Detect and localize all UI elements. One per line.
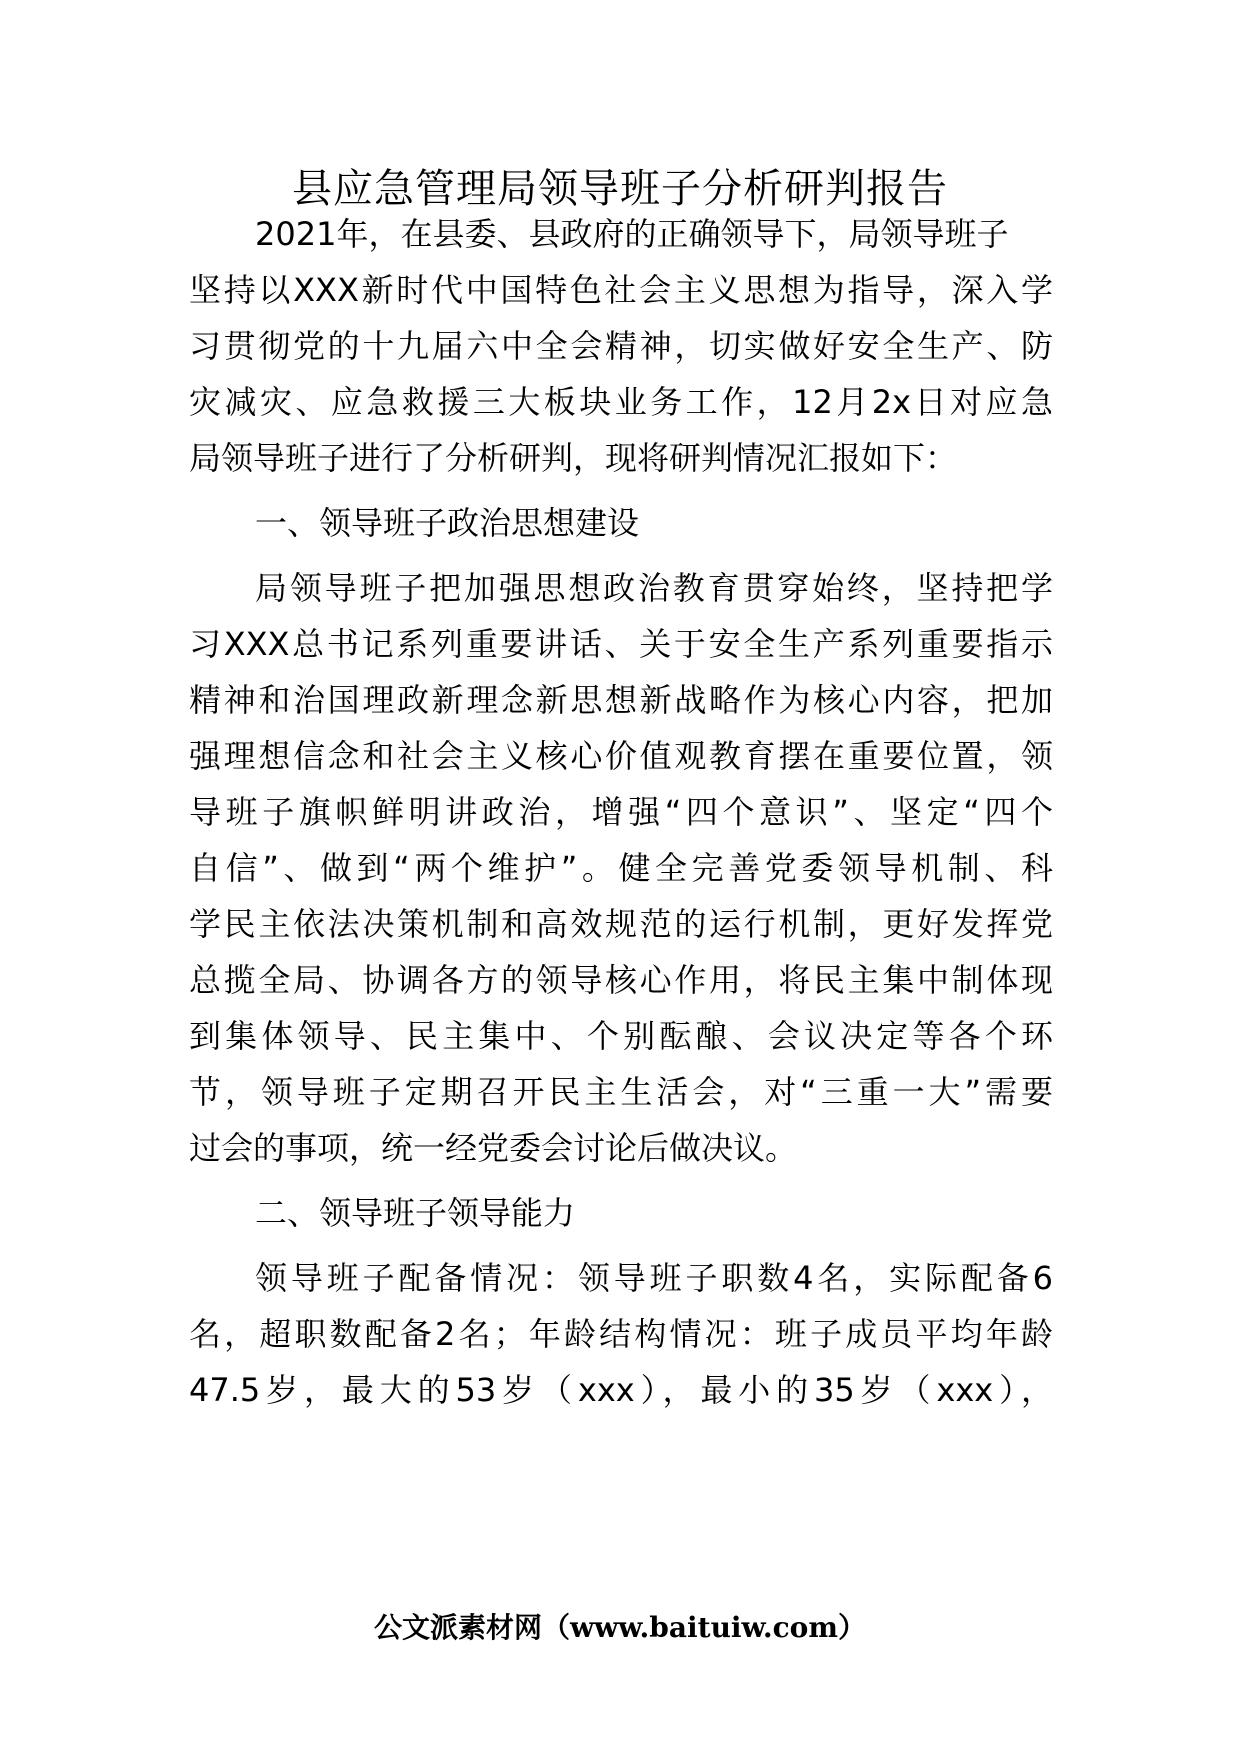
paragraph-line: 坚持以XXX新时代中国特色社会主义思想为指导，深入学 [189,271,1053,309]
paragraph-line: 局领导班子进行了分析研判，现将研判情况汇报如下： [189,439,958,477]
document-title: 县应急管理局领导班子分析研判报告 [292,166,948,212]
paragraph-line: 2021年，在县委、县政府的正确领导下，局领导班子 [255,215,1009,253]
paragraph-line: 学民主依法决策机制和高效规范的运行机制，更好发挥党 [189,905,1053,943]
paragraph-line: 到集体领导、民主集中、个别酝酿、会议决定等各个环 [189,1017,1053,1055]
paragraph-line: 灾减灾、应急救援三大板块业务工作，12月2x日对应急 [189,383,1053,421]
paragraph-line: 强理想信念和社会主义核心价值观教育摆在重要位置，领 [189,737,1053,775]
paragraph-line: 精神和治国理政新理念新思想新战略作为核心内容，把加 [189,681,1053,719]
paragraph-line: 47.5岁，最大的53岁（xxx），最小的35岁（xxx）， [189,1371,1053,1409]
paragraph-line: 习XXX总书记系列重要讲话、关于安全生产系列重要指示 [189,625,1053,663]
section-heading: 二、领导班子领导能力 [255,1194,576,1232]
paragraph-line: 总揽全局、协调各方的领导核心作用，将民主集中制体现 [189,961,1053,999]
paragraph-line: 名，超职数配备2名；年龄结构情况：班子成员平均年龄 [189,1315,1053,1353]
paragraph-line: 习贯彻党的十九届六中全会精神，切实做好安全生产、防 [189,327,1053,365]
section-heading: 一、领导班子政治思想建设 [255,504,640,542]
paragraph-line: 过会的事项，统一经党委会讨论后做决议。 [189,1129,798,1167]
watermark-footer: 公文派素材网（www.baituiw.com） [374,1611,866,1644]
paragraph-line: 局领导班子把加强思想政治教育贯穿始终，坚持把学 [255,569,1053,607]
paragraph-line: 自信”、做到“两个维护”。健全完善党委领导机制、科 [189,849,1053,887]
paragraph-line: 导班子旗帜鲜明讲政治，增强“四个意识”、坚定“四个 [189,793,1053,831]
paragraph-line: 节，领导班子定期召开民主生活会，对“三重一大”需要 [189,1073,1053,1111]
paragraph-line: 领导班子配备情况：领导班子职数4名，实际配备6 [255,1259,1053,1297]
